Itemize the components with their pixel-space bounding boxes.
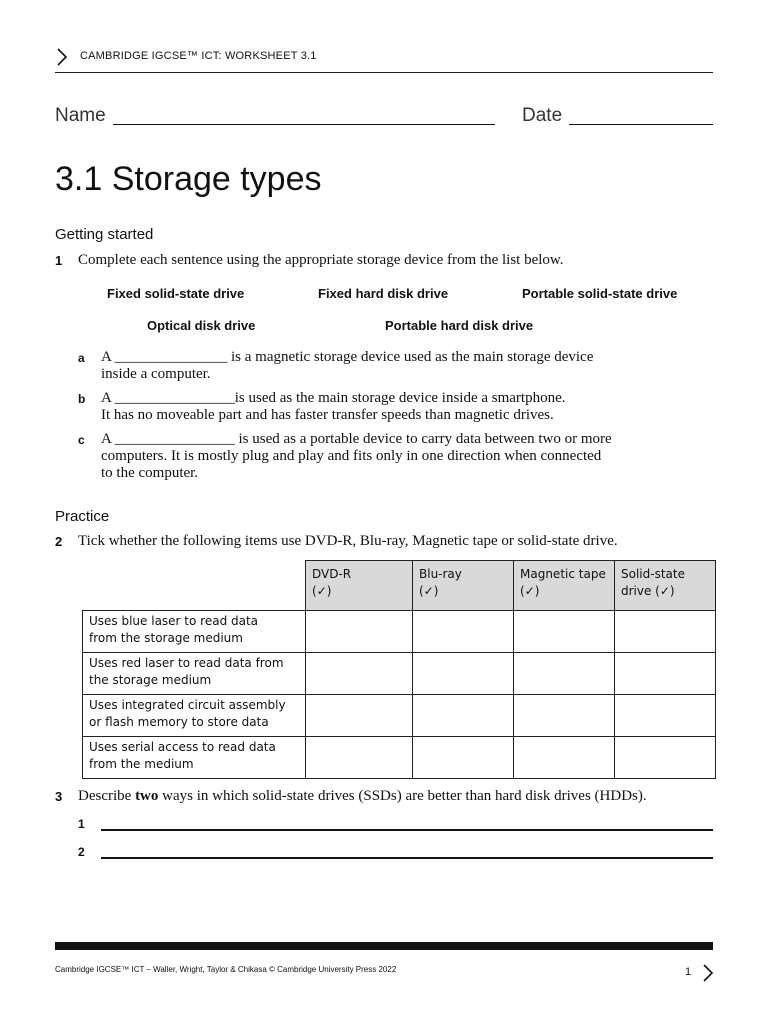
tick-cell[interactable] bbox=[413, 695, 514, 737]
question-number: 3 bbox=[55, 789, 63, 804]
name-field-line[interactable] bbox=[113, 124, 495, 125]
tick-cell[interactable] bbox=[306, 695, 413, 737]
row-label-line: the storage medium bbox=[89, 673, 212, 687]
sub-question-text bbox=[101, 390, 566, 424]
sub-question-line: It has no moveable part and has faster transfer speeds than magnetic drives. bbox=[101, 407, 554, 423]
column-header-dvd-r bbox=[306, 561, 413, 611]
tick-cell[interactable] bbox=[306, 653, 413, 695]
footer-credit: Cambridge IGCSE™ ICT – Waller, Wright, Taylor & Chikasa © Cambridge University Press 2022 bbox=[55, 965, 397, 974]
table-header-row bbox=[83, 561, 716, 611]
column-header-solid-state-drive bbox=[615, 561, 716, 611]
tick-cell[interactable] bbox=[514, 695, 615, 737]
row-label-line: from the storage medium bbox=[89, 631, 243, 645]
option-fixed-ssd: Fixed solid-state drive bbox=[107, 286, 245, 301]
tick-cell[interactable] bbox=[615, 737, 716, 779]
table-row bbox=[83, 653, 716, 695]
question-number: 2 bbox=[55, 534, 63, 549]
worksheet-header-title: CAMBRIDGE IGCSE™ ICT: WORKSHEET 3.1 bbox=[80, 50, 317, 62]
question-text: Complete each sentence using the appropriate storage device from the list below. bbox=[78, 252, 564, 268]
tick-cell[interactable] bbox=[615, 611, 716, 653]
column-header-line: Solid-state bbox=[621, 567, 685, 581]
date-field-line[interactable] bbox=[569, 124, 713, 125]
row-label-line: Uses serial access to read data bbox=[89, 740, 276, 754]
date-label: Date bbox=[522, 105, 563, 126]
tick-cell[interactable] bbox=[306, 737, 413, 779]
column-header-line: (✓) bbox=[419, 584, 439, 598]
tick-cell[interactable] bbox=[413, 611, 514, 653]
chevron-right-icon bbox=[55, 47, 69, 67]
sub-question-text bbox=[101, 431, 612, 482]
row-label bbox=[83, 653, 306, 695]
row-label-line: Uses red laser to read data from bbox=[89, 656, 284, 670]
option-portable-hdd: Portable hard disk drive bbox=[385, 318, 534, 333]
sub-question-text bbox=[101, 349, 593, 383]
question-number: 1 bbox=[55, 253, 63, 268]
page-number: 1 bbox=[685, 966, 692, 978]
column-header-blu-ray bbox=[413, 561, 514, 611]
tick-cell[interactable] bbox=[514, 653, 615, 695]
row-label bbox=[83, 611, 306, 653]
footer-bar bbox=[55, 942, 713, 950]
sub-question-line: inside a computer. bbox=[101, 366, 211, 382]
column-header-line: drive (✓) bbox=[621, 584, 675, 598]
option-fixed-hdd: Fixed hard disk drive bbox=[318, 286, 449, 301]
section-heading-practice: Practice bbox=[55, 508, 110, 525]
column-header-line: Magnetic tape bbox=[520, 567, 606, 581]
sub-question-line: A _______________ is a magnetic storage device used as the main storage device bbox=[101, 349, 594, 365]
question-text-part: ways in which solid-state drives (SSDs) are better than hard disk drives (HDDs). bbox=[158, 788, 647, 804]
row-label bbox=[83, 737, 306, 779]
column-header-magnetic-tape bbox=[514, 561, 615, 611]
answer-line-1[interactable] bbox=[101, 829, 713, 831]
table-row bbox=[83, 737, 716, 779]
chevron-right-icon[interactable] bbox=[702, 963, 714, 983]
row-label-line: Uses integrated circuit assembly bbox=[89, 698, 286, 712]
sub-question-label: b bbox=[78, 392, 86, 406]
tick-cell[interactable] bbox=[413, 737, 514, 779]
tick-cell[interactable] bbox=[514, 611, 615, 653]
table-row bbox=[83, 695, 716, 737]
option-portable-ssd: Portable solid-state drive bbox=[522, 286, 678, 301]
answer-label: 2 bbox=[78, 845, 85, 859]
sub-question-line: A ________________ is used as a portable device to carry data between two or more bbox=[101, 431, 612, 447]
question-text-emphasis: two bbox=[135, 788, 159, 804]
row-label bbox=[83, 695, 306, 737]
question-text-part: Describe bbox=[78, 788, 136, 804]
sub-question-line: computers. It is mostly plug and play and fits only in one direction when connected bbox=[101, 448, 602, 464]
tick-cell[interactable] bbox=[615, 653, 716, 695]
sub-question-line: to the computer. bbox=[101, 465, 199, 481]
answer-line-2[interactable] bbox=[101, 857, 713, 859]
question-text bbox=[78, 788, 647, 805]
sub-question-label: c bbox=[78, 433, 85, 447]
tick-cell[interactable] bbox=[306, 611, 413, 653]
table-row bbox=[83, 611, 716, 653]
page-title: 3.1 Storage types bbox=[55, 160, 322, 198]
header-rule bbox=[55, 72, 713, 73]
column-header-line: DVD-R bbox=[312, 567, 352, 581]
tick-table bbox=[82, 560, 716, 779]
table-corner-cell bbox=[83, 561, 306, 611]
column-header-line: Blu-ray bbox=[419, 567, 462, 581]
question-text: Tick whether the following items use DVD-R, Blu-ray, Magnetic tape or solid-state drive. bbox=[78, 533, 618, 549]
answer-label: 1 bbox=[78, 817, 85, 831]
row-label-line: or flash memory to store data bbox=[89, 715, 269, 729]
tick-cell[interactable] bbox=[413, 653, 514, 695]
tick-cell[interactable] bbox=[514, 737, 615, 779]
sub-question-label: a bbox=[78, 351, 85, 365]
column-header-line: (✓) bbox=[312, 584, 332, 598]
column-header-line: (✓) bbox=[520, 584, 540, 598]
section-heading-getting-started: Getting started bbox=[55, 226, 154, 243]
row-label-line: from the medium bbox=[89, 757, 194, 771]
row-label-line: Uses blue laser to read data bbox=[89, 614, 259, 628]
tick-cell[interactable] bbox=[615, 695, 716, 737]
name-label: Name bbox=[55, 105, 106, 126]
option-optical-drive: Optical disk drive bbox=[147, 318, 256, 333]
sub-question-line: A ________________is used as the main storage device inside a smartphone. bbox=[101, 390, 566, 406]
